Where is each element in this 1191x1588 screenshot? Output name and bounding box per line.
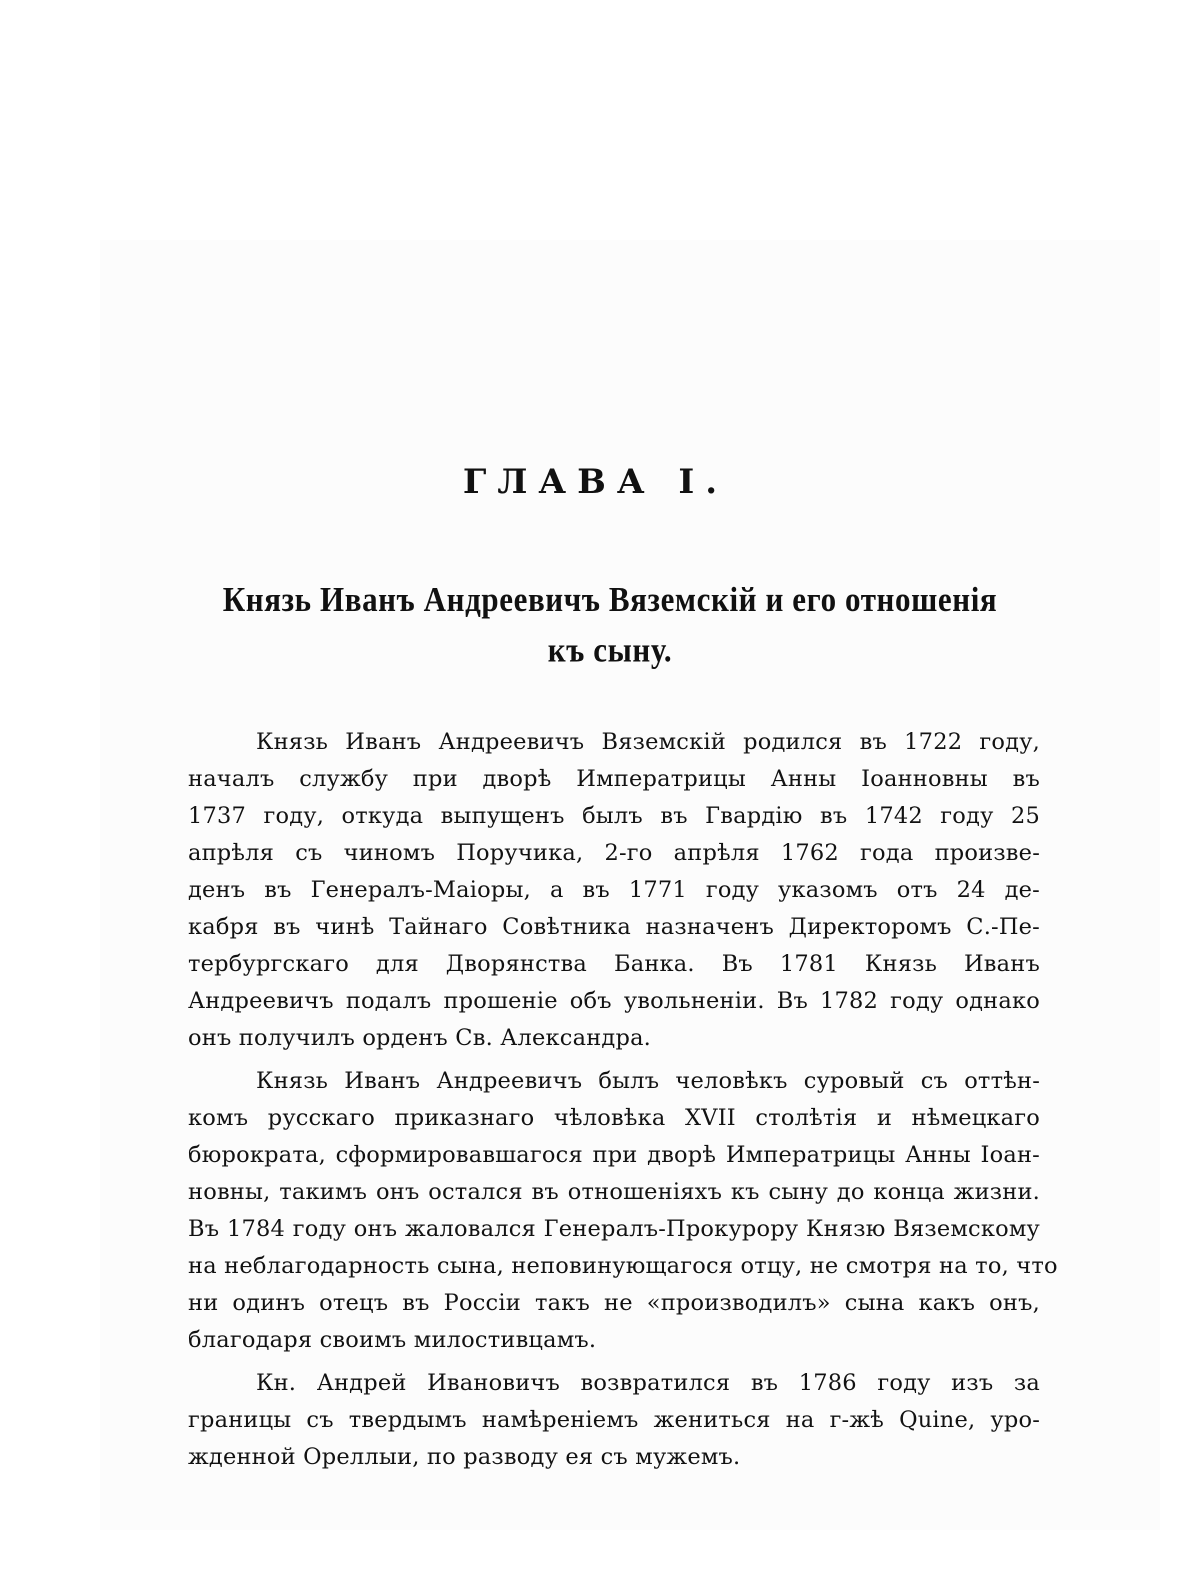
chapter-heading: ГЛАВА I. xyxy=(462,462,729,502)
paragraph xyxy=(188,1063,1058,1359)
text-line: кабря въ чинѣ Тайнаго Совѣтника назначенъ Директоромъ С.-Пе- xyxy=(188,914,1040,940)
paragraph xyxy=(188,724,1040,1057)
text-line: благодаря своимъ милостивцамъ. xyxy=(188,1327,597,1353)
chapter-title-line: Князь Иванъ Андреевичъ Вяземскій и его отношенія xyxy=(222,579,998,619)
text-line: онъ получилъ орденъ Св. Александра. xyxy=(188,1025,652,1051)
text-line: Въ 1784 году онъ жаловался Генералъ-Прокурору Князю Вяземскому xyxy=(188,1216,1040,1242)
text-line: Князь Иванъ Андреевичъ Вяземскій родился въ 1722 году, xyxy=(256,729,1040,755)
text-line: на неблагодарность сына, неповинующагося отцу, не смотря на то, что xyxy=(188,1253,1058,1279)
chapter-title xyxy=(180,574,1040,675)
body-text xyxy=(188,724,1058,1476)
chapter-title-line: къ сыну. xyxy=(547,630,673,670)
text-line: 1737 году, откуда выпущенъ былъ въ Гвардію въ 1742 году 25 xyxy=(188,803,1040,829)
text-line: бюрократа, сформировавшагося при дворѣ Императрицы Анны Іоан- xyxy=(188,1142,1040,1168)
text-line: тербургскаго для Дворянства Банка. Въ 1781 Князь Иванъ xyxy=(188,951,1040,977)
text-line: денъ въ Генералъ-Маіоры, а въ 1771 году указомъ отъ 24 де- xyxy=(188,877,1040,903)
text-line: началъ службу при дворѣ Императрицы Анны Іоанновны въ xyxy=(188,766,1040,792)
text-line: Кн. Андрей Ивановичъ возвратился въ 1786 году изъ за xyxy=(256,1370,1040,1396)
text-line: апрѣля съ чиномъ Поручика, 2-го апрѣля 1762 года произве- xyxy=(188,840,1040,866)
paragraph xyxy=(188,1365,1040,1476)
text-line: жденной Ореллыи, по разводу ея съ мужемъ. xyxy=(188,1444,741,1470)
text-line: комъ русскаго приказнаго чѣловѣка XVII столѣтія и нѣмецкаго xyxy=(188,1105,1040,1131)
text-line: ни одинъ отецъ въ Россіи такъ не «производилъ» сына какъ онъ, xyxy=(188,1290,1040,1316)
text-line: Князь Иванъ Андреевичъ былъ человѣкъ суровый съ оттѣн- xyxy=(256,1068,1040,1094)
text-line: Андреевичъ подалъ прошеніе объ увольненіи. Въ 1782 году однако xyxy=(188,988,1040,1014)
text-line: новны, такимъ онъ остался въ отношеніяхъ къ сыну до конца жизни. xyxy=(188,1179,1040,1205)
text-line: границы съ твердымъ намѣреніемъ жениться на г-жѣ Quine, уро- xyxy=(188,1407,1040,1433)
